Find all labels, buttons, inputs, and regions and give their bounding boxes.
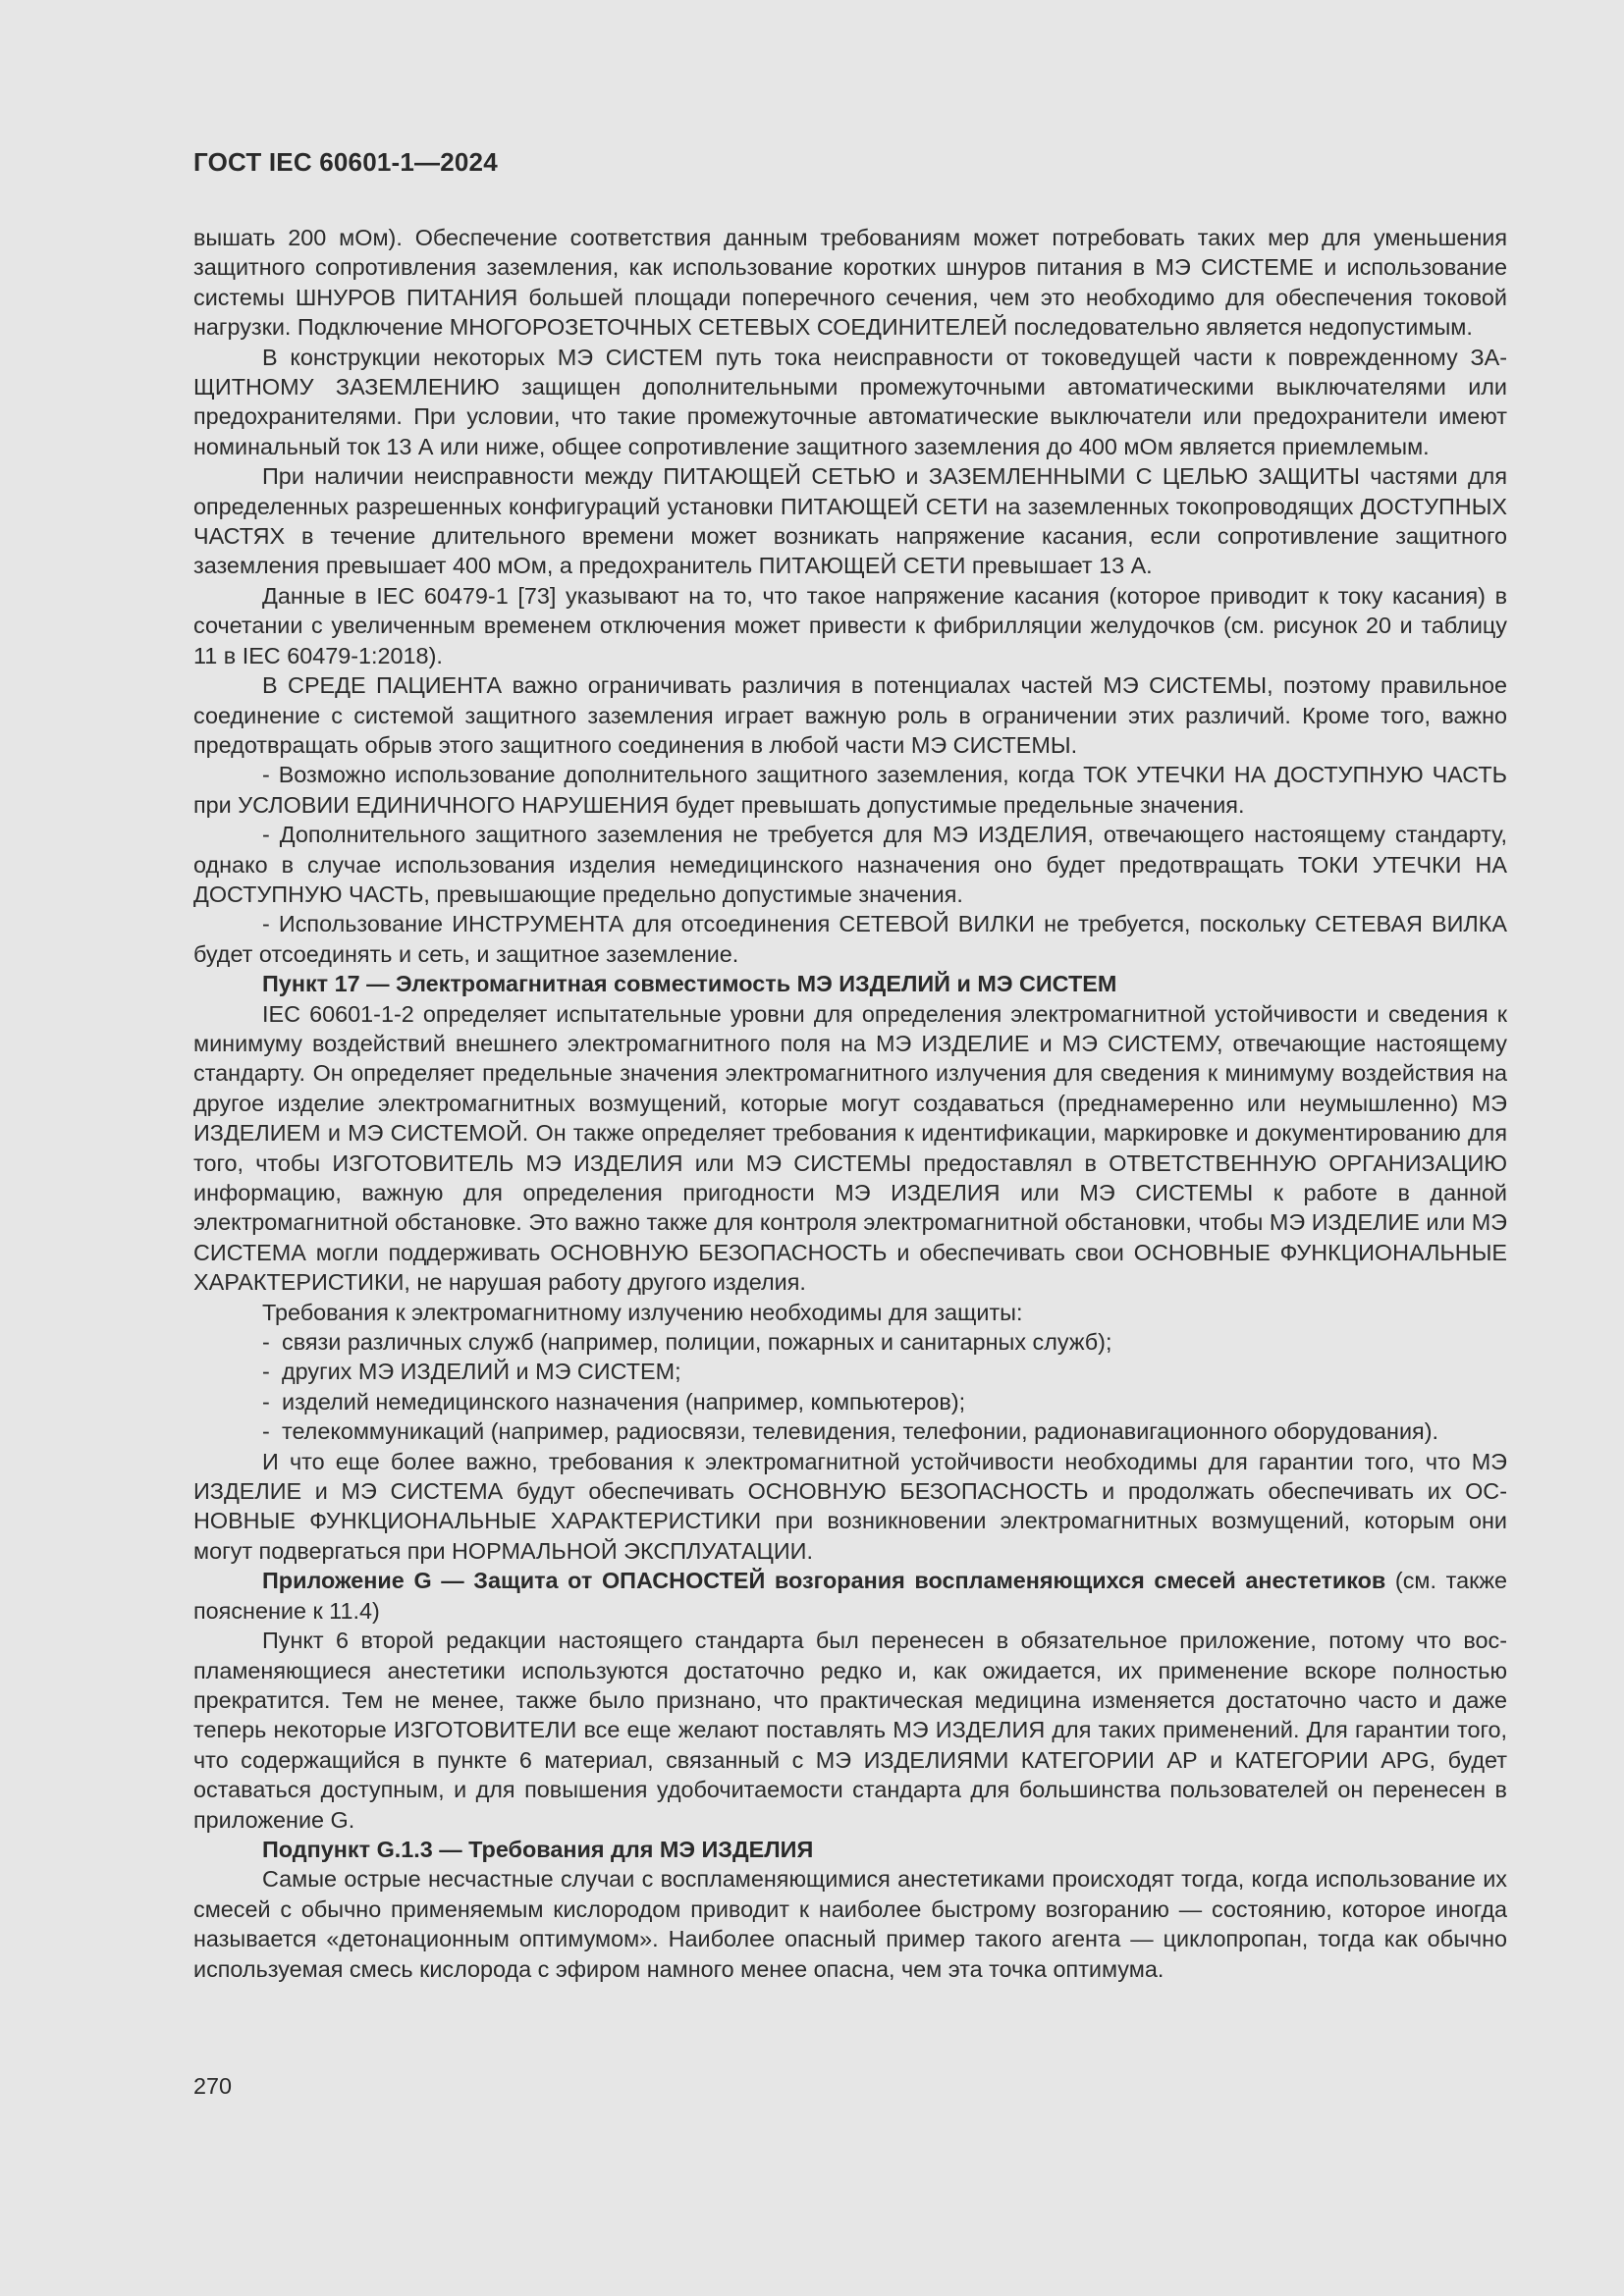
section-heading-title: Приложение G — Защита от ОПАСНОСТЕЙ возгорания воспламеняющихся смесей анестетиков	[262, 1568, 1386, 1594]
list-dash: -	[262, 1359, 270, 1385]
list-item	[193, 1327, 1507, 1357]
page-number: 270	[193, 2073, 233, 2099]
paragraph: И что еще более важно, требования к электромагнитной устойчивости необходимы для гарантии того, что МЭ ИЗДЕЛИЕ и МЭ СИСТЕМА будут обеспечивать ОСНОВНУЮ БЕЗОПАСНОСТЬ и продолжать обеспечивать их ОСНОВНЫЕ ФУНКЦИОНАЛЬНЫЕ ХАРАКТЕРИСТИКИ при возникновении электромагнитных возмущений, которым они могут подвергаться при НОРМАЛЬНОЙ ЭКСПЛУАТАЦИИ.	[193, 1448, 1507, 1564]
list-item-text: связи различных служб (например, полиции, пожарных и санитарных служб);	[282, 1329, 1112, 1356]
list-item	[193, 1357, 1507, 1386]
paragraph: вышать 200 мОм). Обеспечение соответствия данным требованиям может потребовать таких мер для уменьшения защитного сопротивления заземления, как использование коротких шнуров питания в МЭ СИСТЕМЕ и использование системы ШНУРОВ ПИТАНИЯ большей площади поперечного сечения, чем это необходимо для обеспечения токовой нагрузки. Подключение МНОГОРОЗЕТОЧНЫХ СЕТЕВЫХ СОЕДИНИТЕЛЕЙ последовательно является недопустимым.	[193, 225, 1507, 341]
section-heading	[193, 1566, 1507, 1626]
section-heading-note: (см. также пояснение к 11.4)	[193, 1568, 1507, 1624]
list-item-text: других МЭ ИЗДЕЛИЙ и МЭ СИСТЕМ;	[282, 1359, 681, 1385]
paragraph: - Дополнительного защитного заземления не требуется для МЭ ИЗДЕЛИЯ, отвечающего настоящему стандарту, однако в случае использования изделия немедицинского назначения оно будет предотвращать ТОКИ УТЕЧКИ НА ДОСТУПНУЮ ЧАСТЬ, превышающие предельно допустимые значения.	[193, 822, 1507, 907]
paragraph: При наличии неисправности между ПИТАЮЩЕЙ СЕТЬЮ и ЗАЗЕМЛЕННЫМИ С ЦЕЛЬЮ ЗАЩИТЫ частями для определенных разрешенных конфигураций установки ПИТАЮЩЕЙ СЕТИ на заземленных токопроводящих ДОСТУПНЫХ ЧАСТЯХ в течение длительного времени может возникать напряжение касания, если сопротивление защитного заземления превышает 400 мОм, а предохранитель ПИТАЮЩЕЙ СЕТИ превышает 13 А.	[193, 463, 1507, 579]
list-item-text: изделий немедицинского назначения (например, компьютеров);	[282, 1388, 966, 1415]
list-item	[193, 1387, 1507, 1416]
section-heading: Пункт 17 — Электромагнитная совместимость МЭ ИЗДЕЛИЙ и МЭ СИСТЕМ	[262, 971, 1117, 997]
paragraph: В СРЕДЕ ПАЦИЕНТА важно ограничивать различия в потенциалах частей МЭ СИСТЕМЫ, поэтому правильное соединение с системой защитного заземления играет важную роль в ограничении этих различий. Кроме того, важно предотвращать обрыв этого защитного соединения в любой части МЭ СИСТЕМЫ.	[193, 672, 1507, 758]
paragraph: Самые острые несчастные случаи с воспламеняющимися анестетиками происходят тогда, когда использование их смесей с обычно применяемым кислородом приводит к наиболее быстрому возгоранию — состоянию, которое иногда называется «детонационным оптимумом». Наиболее опасный пример такого агента — циклопропан, тогда как обычно используемая смесь кислорода с эфиром намного менее опасна, чем эта точка оптимума.	[193, 1866, 1507, 1982]
paragraph: Данные в IEC 60479-1 [73] указывают на то, что такое напряжение касания (которое приводит к току касания) в сочетании с увеличенным временем отключения может привести к фибрилляции желудочков (см. рисунок 20 и таблицу 11 в IEC 60479-1:2018).	[193, 582, 1507, 668]
list-item-text: телекоммуникаций (например, радиосвязи, телевидения, телефонии, радионавигационного оборудования).	[282, 1418, 1438, 1445]
paragraph: Требования к электромагнитному излучению необходимы для защиты:	[262, 1299, 1023, 1325]
list-dash: -	[262, 1418, 270, 1445]
paragraph: В конструкции некоторых МЭ СИСТЕМ путь тока неисправности от токоведущей части к поврежденному ЗАЩИТНОМУ ЗАЗЕМЛЕНИЮ защищен дополнительными промежуточными автоматическими выключателями или предохранителями. При условии, что такие промежуточные автоматические выключатели или предохранители имеют номинальный ток 13 А или ниже, общее сопротивление защитного заземления до 400 мОм является приемлемым.	[193, 344, 1507, 459]
list-dash: -	[262, 1388, 270, 1415]
paragraph: Пункт 6 второй редакции настоящего стандарта был перенесен в обязательное приложение, потому что воспламеняющиеся анестетики используются достаточно редко и, как ожидается, их применение вскоре полностью прекратится. Тем не менее, также было признано, что практическая медицина изменяется достаточно часто и даже теперь некоторые ИЗГОТОВИТЕЛИ все еще желают поставлять МЭ ИЗДЕЛИЯ для таких применений. Для гарантии того, что содержащийся в пункте 6 материал, связанный с МЭ ИЗДЕЛИЯМИ КАТЕГОРИИ АР и КАТЕГОРИИ APG, будет оставаться доступным, и для повышения удобочитаемости стандарта для большинства пользователей он перенесен в приложение G.	[193, 1628, 1507, 1833]
list-dash: -	[262, 1329, 270, 1356]
section-heading: Подпункт G.1.3 — Требования для МЭ ИЗДЕЛИЯ	[262, 1836, 814, 1862]
bullet-list	[193, 1327, 1507, 1447]
document-header: ГОСТ IEC 60601-1—2024	[193, 147, 498, 177]
paragraph: - Использование ИНСТРУМЕНТА для отсоединения СЕТЕВОЙ ВИЛКИ не требуется, поскольку СЕТЕВАЯ ВИЛКА будет отсоединять и сеть, и защитное заземление.	[193, 911, 1507, 967]
list-item	[193, 1416, 1507, 1446]
paragraph: - Возможно использование дополнительного защитного заземления, когда ТОК УТЕЧКИ НА ДОСТУПНУЮ ЧАСТЬ при УСЛОВИИ ЕДИНИЧНОГО НАРУШЕНИЯ будет превышать допустимые предельные значения.	[193, 762, 1507, 818]
document-body	[193, 223, 1507, 1984]
paragraph: IEC 60601-1-2 определяет испытательные уровни для определения электромагнитной устойчивости и сведения к минимуму воздействий внешнего электромагнитного поля на МЭ ИЗДЕЛИЕ и МЭ СИСТЕМУ, отвечающие настоящему стандарту. Он определяет предельные значения электромагнитного излучения для сведения к минимуму воздействия на другое изделие электромагнитных возмущений, которые могут создаваться (преднамеренно или неумышленно) МЭ ИЗДЕЛИЕМ и МЭ СИСТЕМОЙ. Он также определяет требования к идентификации, маркировке и документированию для того, чтобы ИЗГОТОВИТЕЛЬ МЭ ИЗДЕЛИЯ или МЭ СИСТЕМЫ предоставлял в ОТВЕТСТВЕННУЮ ОРГАНИЗАЦИЮ информацию, важную для определения пригодности МЭ ИЗДЕЛИЯ или МЭ СИСТЕМЫ к работе в данной электромагнитной обстановке. Это важно также для контроля электромагнитной обстановки, чтобы МЭ ИЗДЕЛИЕ или МЭ СИСТЕМА могли поддерживать ОСНОВНУЮ БЕЗОПАСНОСТЬ и обеспечивать свои ОСНОВНЫЕ ФУНКЦИОНАЛЬНЫЕ ХАРАКТЕРИСТИКИ, не нарушая работу другого изделия.	[193, 1000, 1507, 1296]
